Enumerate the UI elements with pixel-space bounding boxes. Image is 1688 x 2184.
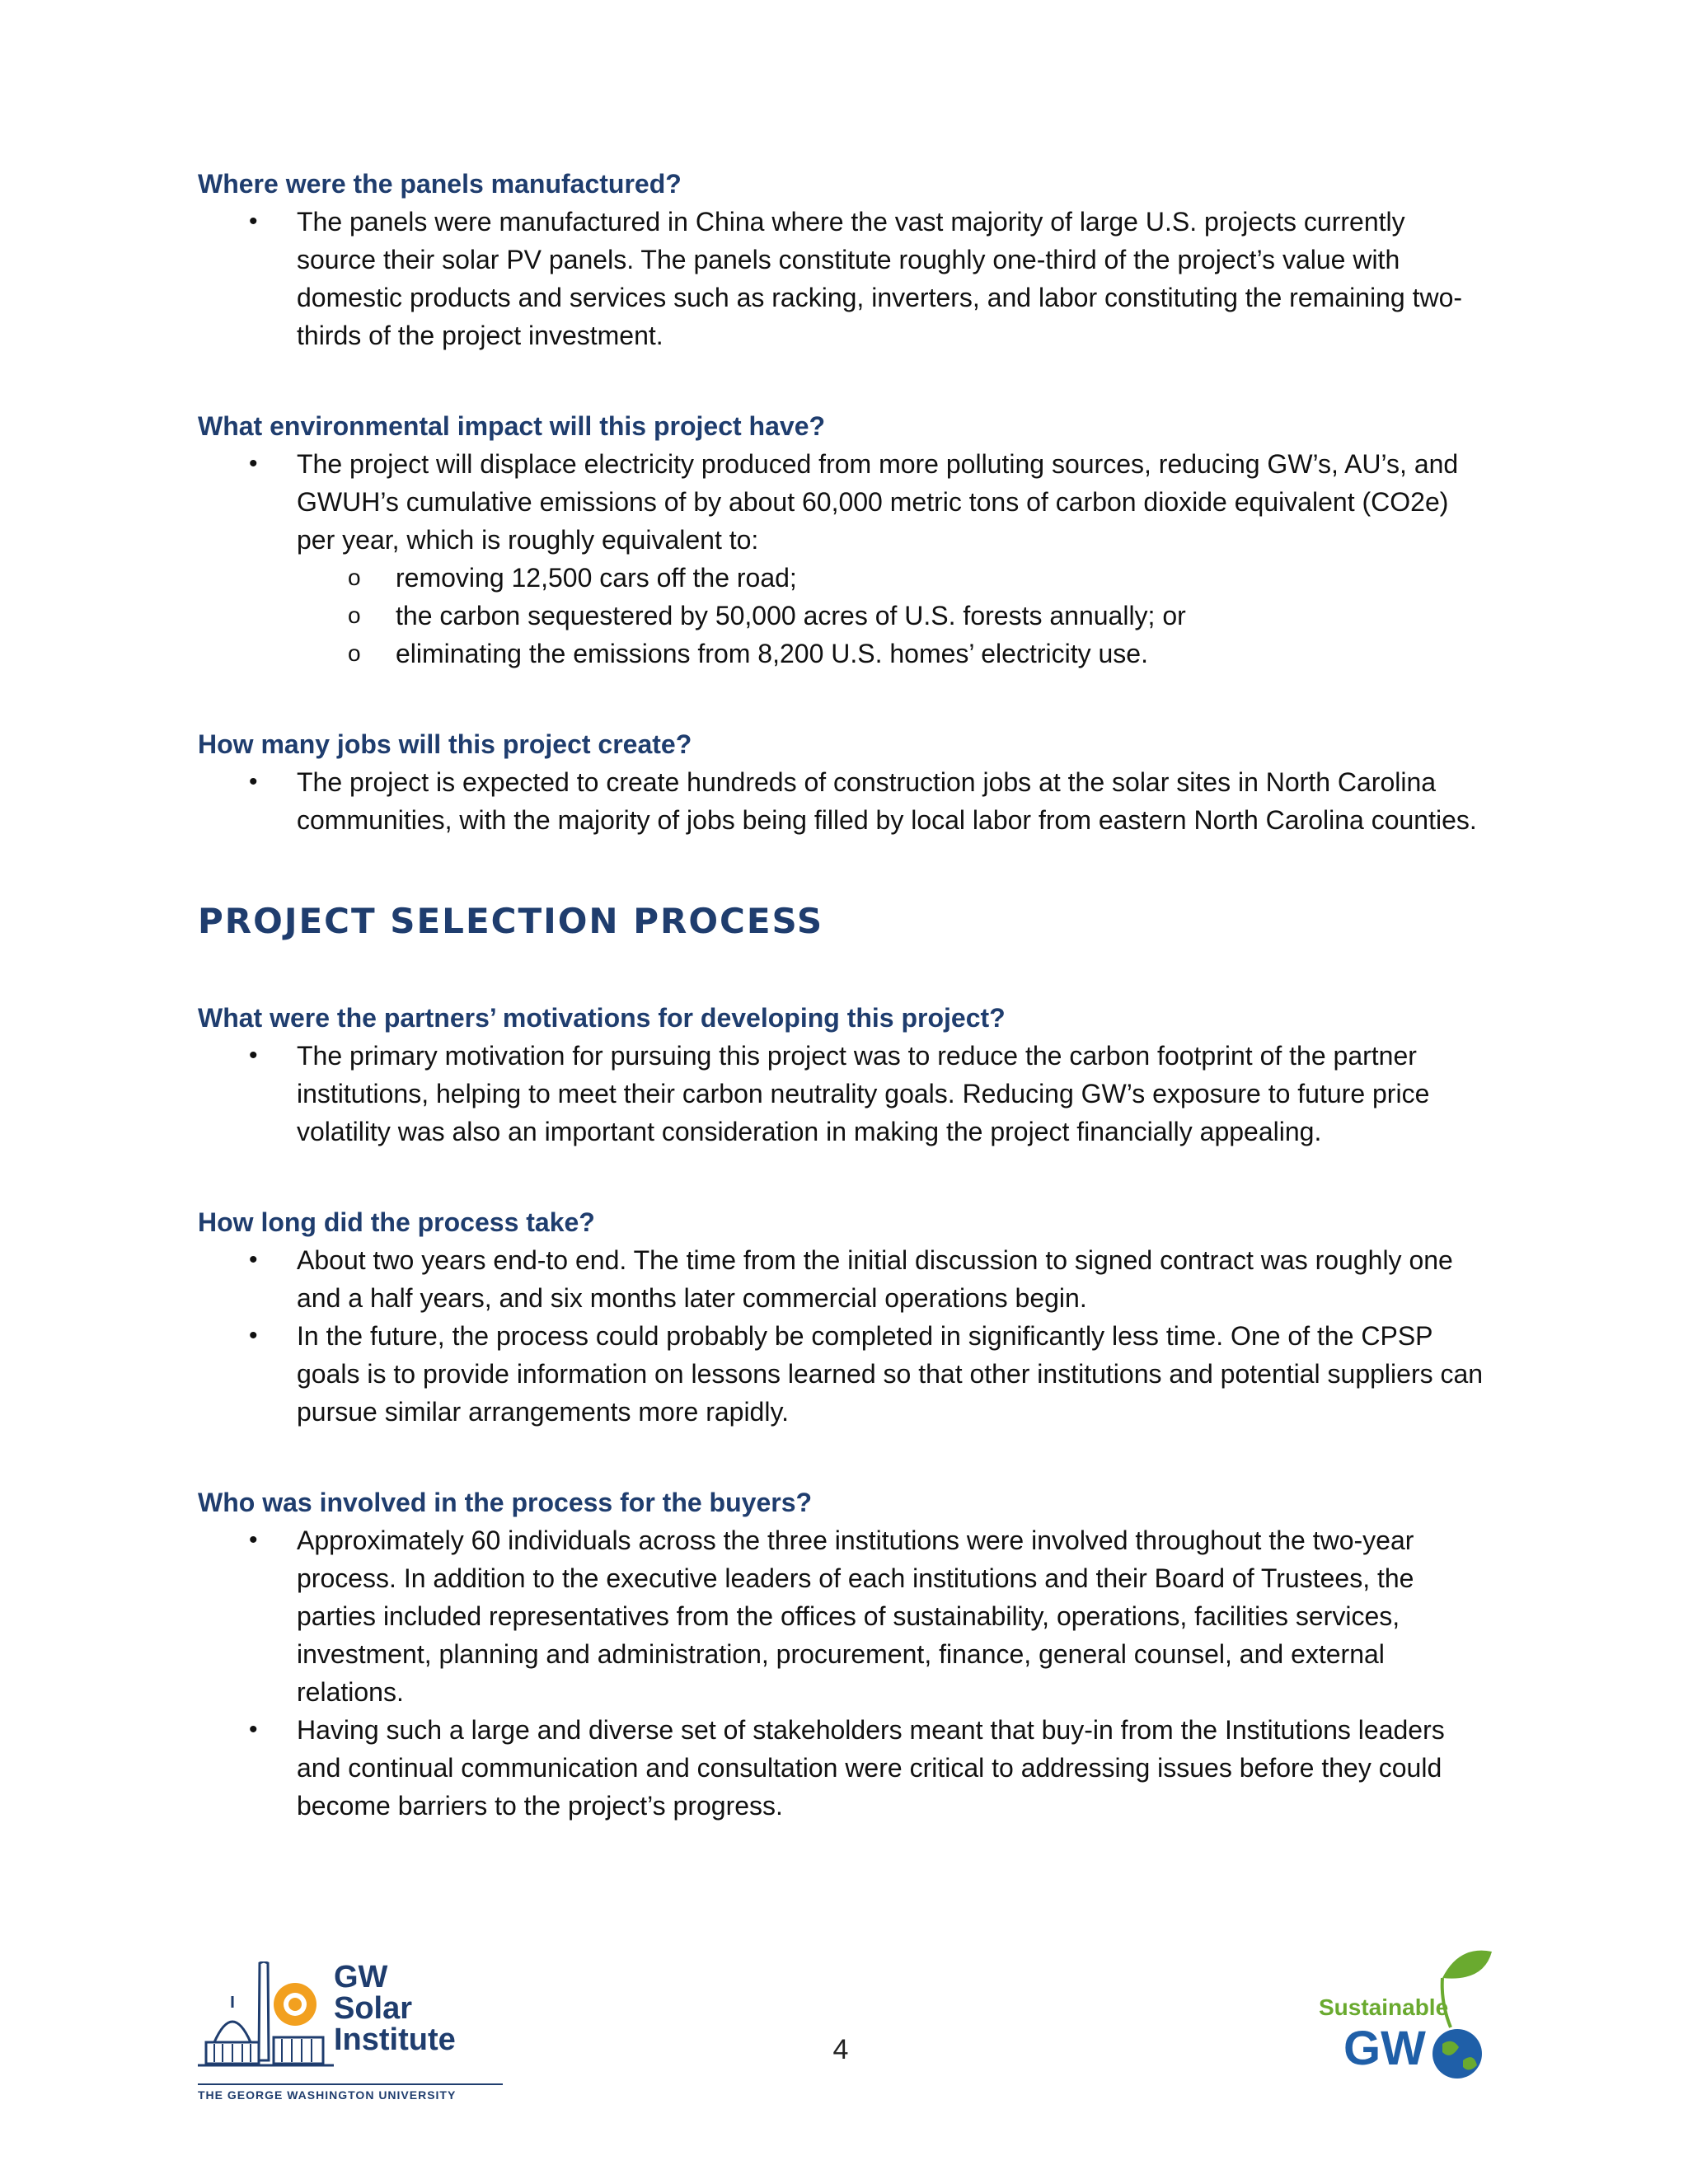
- bullet-text: About two years end-to end. The time from the initial discussion to signed contract was roughly one and a half years, and six months later commercial operations begin.: [297, 1245, 1453, 1313]
- top-sections: [198, 165, 1484, 839]
- bullet-text: The project is expected to create hundreds of construction jobs at the solar sites in North Carolina communities, with the majority of jobs being filled by local labor from eastern North Carolina counties.: [297, 767, 1477, 835]
- bottom-sections: [198, 999, 1484, 1825]
- sub-bullet-item: o removing 12,500 cars off the road;: [198, 559, 1484, 597]
- bullet-item: [198, 1241, 1484, 1317]
- bullet-text: The project will displace electricity produced from more polluting sources, reducing GW’s, AU’s, and GWUH’s cumulative emissions of by about 60,000 metric tons of carbon dioxide equivalent (CO2e) per year, which is roughly equivalent to:: [297, 449, 1459, 555]
- question-heading: Who was involved in the process for the buyers?: [198, 1488, 813, 1517]
- bullet-item: [198, 1521, 1484, 1711]
- spacer: [198, 1151, 1484, 1203]
- bullet-item: [198, 1711, 1484, 1825]
- question-heading: How many jobs will this project create?: [198, 729, 692, 759]
- gw-solar-institute-logo: [198, 1961, 503, 2118]
- bullet-list: [198, 445, 1484, 673]
- bullet-list: [198, 203, 1484, 354]
- sustainable-text: Sustainable: [1319, 1994, 1449, 2020]
- bullet-item: [198, 763, 1484, 839]
- gw-logo-line: GW: [334, 1960, 388, 1994]
- bullet-text: The primary motivation for pursuing this project was to reduce the carbon footprint of the partner institutions, helping to meet their carbon neutrality goals. Reducing GW’s exposure to future price volatility was also an important consideration in making the project financially appealing.: [297, 1041, 1430, 1146]
- capitol-sun-icon: [198, 1961, 334, 2077]
- sub-bullet-list: [198, 559, 1484, 673]
- sub-bullet-item: o the carbon sequestered by 50,000 acres of U.S. forests annually; or: [198, 597, 1484, 635]
- bullet-item: [198, 1037, 1484, 1151]
- qa-section: [198, 1203, 1484, 1431]
- bullet-list: [198, 1037, 1484, 1151]
- question-heading: What were the partners’ motivations for developing this project?: [198, 1003, 1006, 1033]
- bullet-text: The panels were manufactured in China where the vast majority of large U.S. projects currently source their solar PV panels. The panels constitute roughly one-third of the project’s value with domestic products and services such as racking, inverters, and labor constituting the remaining two-thirds of the project investment.: [297, 207, 1463, 350]
- gw-logo-title: [334, 1961, 456, 2055]
- spacer: [198, 946, 1484, 999]
- gw-university-name: THE GEORGE WASHINGTON UNIVERSITY: [198, 2083, 503, 2102]
- qa-section: [198, 1483, 1484, 1825]
- page-content: [198, 165, 1484, 1825]
- spacer: [198, 673, 1484, 725]
- page-number: 4: [832, 2034, 849, 2065]
- bullet-text: Approximately 60 individuals across the three institutions were involved throughout the two-year process. In addition to the executive leaders of each institutions and their Board of Trustees, the parties included representatives from the offices of sustainability, operations, facilities services, investment, planning and administration, procurement, finance, general counsel, and external relations.: [297, 1526, 1414, 1707]
- bullet-item: [198, 1317, 1484, 1431]
- section-heading: PROJECT SELECTION PROCESS: [198, 901, 824, 941]
- qa-section: [198, 725, 1484, 839]
- sustainable-gw-text: GW: [1343, 2022, 1426, 2075]
- spacer: [198, 354, 1484, 407]
- qa-section: [198, 165, 1484, 354]
- bullet-text: Having such a large and diverse set of stakeholders meant that buy-in from the Institutions leaders and continual communication and consultation were critical to addressing issues before they could become barriers to the project’s progress.: [297, 1715, 1445, 1821]
- bullet-item: [198, 445, 1484, 559]
- bullet-item: [198, 203, 1484, 354]
- spacer: [198, 1431, 1484, 1483]
- bullet-list: [198, 763, 1484, 839]
- spacer: [198, 839, 1484, 897]
- bullet-list: [198, 1241, 1484, 1431]
- gw-logo-line: Solar: [334, 1991, 413, 2026]
- qa-section: [198, 407, 1484, 673]
- question-heading: How long did the process take?: [198, 1207, 595, 1237]
- sustainable-gw-logo: [1319, 1937, 1500, 2085]
- sub-bullet-item: o eliminating the emissions from 8,200 U.S. homes’ electricity use.: [198, 635, 1484, 673]
- bullet-text: In the future, the process could probably be completed in significantly less time. One of the CPSP goals is to provide information on lessons learned so that other institutions and potential suppliers can pursue similar arrangements more rapidly.: [297, 1321, 1484, 1427]
- question-heading: Where were the panels manufactured?: [198, 169, 682, 199]
- gw-logo-line: Institute: [334, 2022, 456, 2057]
- qa-section: [198, 999, 1484, 1151]
- bullet-list: [198, 1521, 1484, 1825]
- question-heading: What environmental impact will this project have?: [198, 411, 826, 441]
